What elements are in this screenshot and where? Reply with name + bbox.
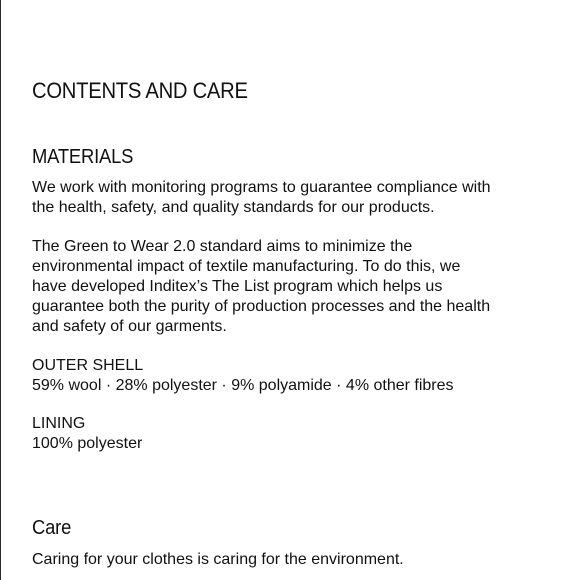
outer-shell-composition: 59% wool · 28% polyester · 9% polyamide · 4% other fibres: [32, 377, 454, 394]
care-text: Caring for your clothes is caring for the environment.: [32, 551, 404, 568]
page-title: CONTENTS AND CARE: [32, 78, 248, 103]
outer-shell-label: OUTER SHELL: [32, 357, 144, 374]
lining-label: LINING: [32, 415, 86, 432]
lining-composition: 100% polyester: [32, 435, 143, 452]
care-heading: Care: [32, 517, 72, 539]
materials-paragraph-compliance: We work with monitoring programs to guarantee compliance with the health, safety, and quality standards for our products.: [32, 179, 491, 216]
materials-heading: MATERIALS: [32, 146, 134, 168]
materials-paragraph-green-to-wear: The Green to Wear 2.0 standard aims to minimize the environmental impact of textile manufacturing. To do this, we have developed Inditex’s The List program which helps us guarantee both the purity of production processes and the health and safety of our garments.: [32, 238, 491, 335]
panel-left-border: [0, 0, 1, 580]
